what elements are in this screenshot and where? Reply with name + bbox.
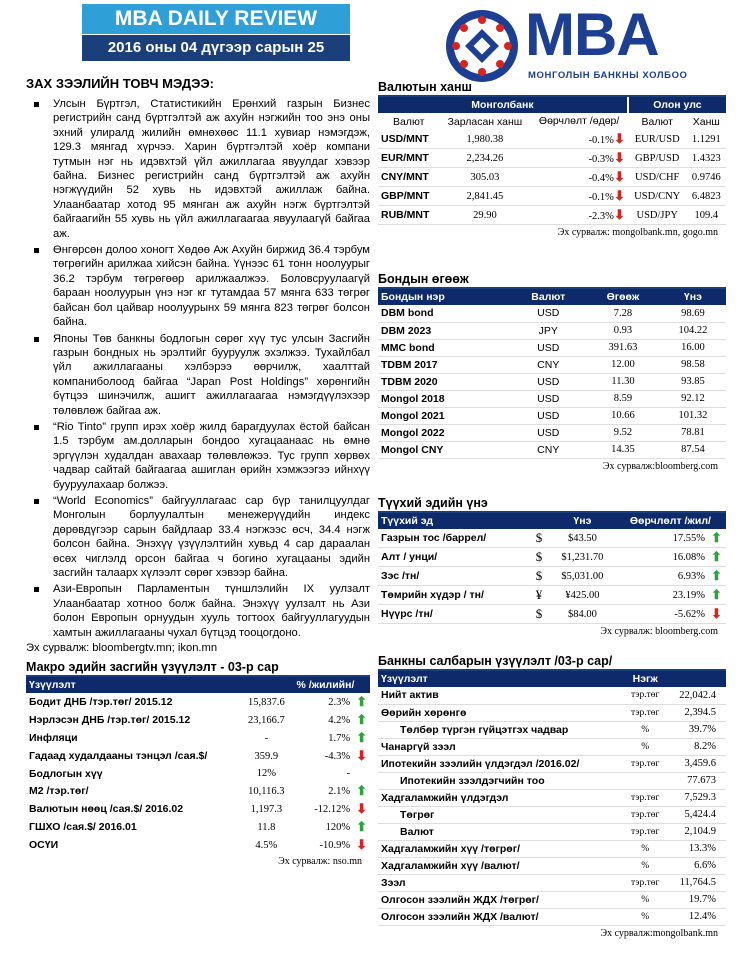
macro-percent: -4.3%	[324, 750, 351, 762]
commodity-title: Түүхий эдийн үнэ	[378, 496, 726, 513]
bank-unit	[625, 772, 666, 789]
macro-row	[26, 800, 370, 818]
bond-row	[378, 407, 726, 424]
macro-col-indicator: Үзүүлэлт	[26, 677, 293, 693]
macro-label: Инфляци	[29, 732, 78, 745]
bank-row	[378, 806, 726, 823]
fx-currency: RUB/MNT	[378, 206, 439, 225]
fx-currency: CNY/MNT	[378, 168, 439, 187]
macro-source: Эх сурвалж: nso.mn	[278, 856, 362, 868]
fx-rate: 2,841.45	[439, 187, 530, 206]
fx-currency: EUR/MNT	[378, 149, 439, 168]
commodity-change: 16.08%	[615, 548, 708, 567]
bank-label: Төгрөг	[378, 806, 625, 823]
bond-name: DBM 2023	[378, 322, 510, 339]
commodity-name: Газрын тос /баррел/	[378, 529, 528, 548]
bond-table	[378, 289, 726, 459]
commodity-row	[378, 529, 726, 548]
bond-price: 104.22	[660, 322, 726, 339]
logo-subtitle: МОНГОЛЫН БАНКНЫ ХОЛБОО	[528, 70, 688, 81]
commodity-price: $43.50	[550, 529, 615, 548]
bond-h-price: Үнэ	[660, 289, 726, 305]
bond-yield: 9.52	[586, 424, 660, 441]
fx-row	[378, 206, 726, 225]
fx-rate: 305.03	[439, 168, 530, 187]
macro-value: 4.5%	[255, 839, 278, 851]
bank-label: Зээл	[378, 874, 625, 891]
bond-price: 78.81	[660, 424, 726, 441]
bond-h-currency: Валют	[510, 289, 586, 305]
fx-h-currency: Валют	[392, 115, 425, 128]
arrow-up-icon: ⬆	[356, 730, 367, 746]
bank-label: Хадгаламжийн хүү /төгрөг/	[378, 840, 625, 857]
bond-currency: USD	[510, 407, 586, 424]
arrow-down-icon: ⬇	[356, 748, 367, 764]
news-item: “World Economics” байгууллагаас сар бүр танилцуулдаг Монголын борлуулалтын менежерүүдийн индекс дөрөвдүгээр сарын байдлаар 33.4 нэгжээс өсч, 34.4 нэгж болсон байна. Энэхүү үзүүлэлтийн хувьд 4 сар дараалан өсөх чиглэлд орсон байгаа ч богино хугацааны эдийн засгийн талаарх хүлээлт сөрөг хэвээр байна.	[26, 494, 370, 580]
news-item: “Rio Tinto” групп ирэх хоёр жилд барагдуулах ёстой байсан 1.5 тэрбум ам.долларын бондоо хугацаанаас нь өмнө эргүүлэн худалдан авахаар төлөвлөжээ. Тус групп хөрвөх чадвар сайтай байгаагаа ашиглан өрийн хэмжээгээ ийнхүү бууруулахаар болжээ.	[26, 420, 370, 492]
bank-unit: тэр.төг	[625, 755, 666, 772]
mba-logo	[442, 1, 732, 86]
bond-row	[378, 356, 726, 373]
bond-name: Mongol 2018	[378, 390, 510, 407]
bond-price: 92.12	[660, 390, 726, 407]
bank-value: 77.673	[666, 772, 726, 789]
bank-value: 3,459.6	[666, 755, 726, 772]
bond-yield: 391.63	[586, 339, 660, 356]
fx-h-rate: Зарласан ханш	[447, 115, 523, 128]
bond-currency: CNY	[510, 441, 586, 458]
commodity-name: Зэс /тн/	[378, 567, 528, 586]
fx-rate: 29.90	[439, 206, 530, 225]
macro-value: 12%	[256, 768, 276, 780]
macro-section	[26, 660, 370, 867]
fx-rate: 1,980.38	[439, 130, 530, 149]
commodity-row	[378, 586, 726, 605]
bank-label: Ипотекийн зээлдэгчийн тоо	[378, 772, 625, 789]
bank-unit: %	[625, 908, 666, 925]
macro-label: Бодлогын хүү	[29, 767, 103, 780]
arrow-up-icon: ⬆	[356, 819, 367, 835]
bond-row	[378, 339, 726, 356]
commodity-change: 17.55%	[615, 529, 708, 548]
fx-h-currency2: Валют	[641, 115, 673, 128]
bank-value: 19.7%	[666, 891, 726, 908]
arrow-down-icon: ⬇	[613, 207, 625, 222]
arrow-down-icon: ⬇	[356, 837, 367, 853]
commodity-row	[378, 567, 726, 586]
bank-unit: тэр.төг	[625, 789, 666, 806]
bank-row	[378, 823, 726, 840]
bond-name: Mongol 2022	[378, 424, 510, 441]
bank-value: 7,529.3	[666, 789, 726, 806]
arrow-up-icon: ⬆	[711, 568, 722, 583]
bond-yield: 10.66	[586, 407, 660, 424]
bond-yield: 11.30	[586, 373, 660, 390]
macro-percent: 4.2%	[328, 714, 351, 726]
bond-price: 101.32	[660, 407, 726, 424]
bond-name: MMC bond	[378, 339, 510, 356]
bank-label: Валют	[378, 823, 625, 840]
bank-value: 5,424.4	[666, 806, 726, 823]
bond-section	[378, 272, 726, 472]
fx-row	[378, 168, 726, 187]
bank-unit: тэр.төг	[625, 806, 666, 823]
bond-yield: 14.35	[586, 441, 660, 458]
commodity-row	[378, 548, 726, 567]
bank-unit: тэр.төг	[625, 704, 666, 721]
report-title: MBA DAILY REVIEW	[82, 4, 350, 34]
bank-row	[378, 755, 726, 772]
arrow-up-icon: ⬆	[711, 549, 722, 564]
bond-name: Mongol 2021	[378, 407, 510, 424]
fx-change: -2.3%	[588, 211, 614, 222]
bank-label: Хадгаламжийн үлдэгдэл	[378, 789, 625, 806]
bond-yield: 8.59	[586, 390, 660, 407]
bank-label: Төлбөр түргэн гүйцэтгэх чадвар	[378, 721, 625, 738]
commodity-change: 6.93%	[615, 567, 708, 586]
bank-row	[378, 721, 726, 738]
fx-rate2: 1.1291	[687, 130, 726, 149]
arrow-up-icon: ⬆	[711, 587, 722, 602]
bond-price: 16.00	[660, 339, 726, 356]
bank-row	[378, 738, 726, 755]
currency-symbol-icon: ¥	[528, 586, 550, 605]
bond-price: 87.54	[660, 441, 726, 458]
arrow-down-icon: ⬇	[711, 606, 722, 621]
bond-price: 93.85	[660, 373, 726, 390]
fx-rate2: 1.4323	[687, 149, 726, 168]
bank-label: Олгосон зээлийн ЖДХ /валют/	[378, 908, 625, 925]
bank-row	[378, 687, 726, 704]
macro-row	[26, 765, 370, 782]
bank-label: Хадгаламжийн хүү /валют/	[378, 857, 625, 874]
bank-unit: тэр.төг	[625, 687, 666, 704]
report-header	[82, 4, 350, 61]
macro-row	[26, 782, 370, 800]
bond-row	[378, 305, 726, 322]
bank-value: 6.6%	[666, 857, 726, 874]
bond-row	[378, 373, 726, 390]
bank-unit: тэр.төг	[625, 874, 666, 891]
bank-value: 12.4%	[666, 908, 726, 925]
bond-currency: USD	[510, 305, 586, 322]
bond-currency: JPY	[510, 322, 586, 339]
bond-currency: USD	[510, 373, 586, 390]
news-item: Улсын Бүртгэл, Статистикийн Ерөнхий газрын Бизнес регистрийн санд бүртгэлтэй аж ахуйн нэгжийн тоо энэ оны эхний улиралд жилийн өмнөхөөс 11.1 хувиар нэмэгдэж, 129.3 мянгад хүрчээ. Харин бүртгэлтэй хоёр компани тутмын нэг нь идэвхтэй үйл ажиллагаа явуулдаг хэвээр байна. Бизнес регистрийн санд бүртгэлтэй аж ахуйн нэгжүүдийн 52 хувь нь идэвхтэй ажиллаж байна. Улаанбаатар хотод 95 мянган аж ахуйн нэгж бүртгэлтэй байгаагийн 55 хувь нь үйл ажиллагаагаа явуулаагүй байгаа аж.	[26, 97, 370, 241]
news-section	[26, 76, 370, 867]
news-title: ЗАХ ЗЭЭЛИЙН ТОВЧ МЭДЭЭ:	[26, 76, 214, 91]
bond-name: TDBM 2017	[378, 356, 510, 373]
fx-row	[378, 187, 726, 206]
macro-percent: 120%	[325, 821, 351, 833]
commodity-table	[378, 513, 726, 624]
fx-h-change: Өөрчлөлт /өдөр/	[538, 115, 620, 127]
bond-price: 98.58	[660, 356, 726, 373]
news-item: Өнгөрсөн долоо хоногт Хөдөө Аж Ахуйн биржид 36.4 тэрбум төгрөгийн арилжаа хийсэн байна. Үүнээс 61 тонн ноолуурыг 36.2 тэрбум төгрөгөөр арилжаалжээ. Боловсруулаагүй бараан ноолуурын үнэ нэг кг тутамдаа 57 мянга 633 төгрөг байсан бол цайвар ноолуурынх 59 мянга 823 төгрөг болсон байна.	[26, 243, 370, 329]
bond-currency: CNY	[510, 356, 586, 373]
commodity-change: 23.19%	[615, 586, 708, 605]
commodity-h-price: Үнэ	[550, 513, 615, 529]
fx-group-intl: Олон улс	[628, 97, 726, 113]
bank-h-indicator: Үзүүлэлт	[378, 671, 625, 687]
macro-value: 23,166.7	[247, 714, 285, 726]
bank-h-unit: Нэгж	[625, 671, 666, 687]
bond-currency: USD	[510, 424, 586, 441]
fx-section	[378, 80, 726, 238]
bank-title: Банкны салбарын үзүүлэлт /03-р сар/	[378, 654, 726, 671]
fx-currency2: USD/JPY	[628, 206, 687, 225]
bond-yield: 7.28	[586, 305, 660, 322]
bank-row	[378, 704, 726, 721]
commodity-h-change: Өөрчлөлт /жил/	[615, 513, 726, 529]
arrow-down-icon: ⬇	[613, 169, 625, 184]
logo-emblem-icon	[442, 6, 522, 86]
bond-row	[378, 390, 726, 407]
bond-row	[378, 424, 726, 441]
macro-value: 10,116.3	[248, 785, 285, 797]
macro-percent: 2.3%	[328, 696, 351, 708]
bond-source: Эх сурвалж:bloomberg.com	[602, 460, 718, 472]
bank-unit: тэр.төг	[625, 823, 666, 840]
fx-currency2: USD/CNY	[628, 187, 687, 206]
fx-row	[378, 149, 726, 168]
bank-row	[378, 891, 726, 908]
arrow-down-icon: ⬇	[356, 801, 367, 817]
bank-value: 22,042.4	[666, 687, 726, 704]
macro-row	[26, 711, 370, 729]
bond-yield: 12.00	[586, 356, 660, 373]
currency-symbol-icon: $	[528, 529, 550, 548]
bond-price: 98.69	[660, 305, 726, 322]
bank-label: Өөрийн хөрөнгө	[378, 704, 625, 721]
bank-unit: %	[625, 721, 666, 738]
bank-unit: %	[625, 857, 666, 874]
commodity-price: ¥425.00	[550, 586, 615, 605]
macro-label: Нэрлэсэн ДНБ /тэр.төг/ 2015.12	[29, 714, 191, 727]
arrow-down-icon: ⬇	[613, 131, 625, 146]
logo-text: MBA	[525, 1, 659, 68]
commodity-price: $1,231.70	[550, 548, 615, 567]
fx-change: -0.4%	[588, 173, 614, 184]
currency-symbol-icon: $	[528, 567, 550, 586]
commodity-h-name: Түүхий эд	[378, 513, 528, 529]
news-list	[26, 97, 370, 640]
bank-table	[378, 671, 726, 926]
bank-section	[378, 654, 726, 939]
news-item: Японы Төв банкны бодлогын сөрөг хүү тус улсын Засгийн газрын бондных нь эрэлтийг бууруулж эхэлжээ. Тухайлбал үйл ажиллагааны хэлбэрээ өөрчилж, хаалттай компаниболоод байгаа “Japan Post Holdings” хөрөнгийн бүтцээ шинэчилж, ашигт ажиллагаагаа нэмэгдүүлэхээр төлөвлөж байгаа аж.	[26, 332, 370, 418]
macro-title: Макро эдийн засгийн үзүүлэлт - 03-р сар	[26, 660, 370, 677]
macro-value: -	[264, 732, 269, 744]
macro-label: Гадаад худалдааны тэнцэл /сая.$/	[29, 750, 208, 763]
bank-label: Чанаргүй зээл	[378, 738, 625, 755]
macro-row	[26, 693, 370, 711]
commodity-name: Алт / унци/	[378, 548, 528, 567]
bank-value: 13.3%	[666, 840, 726, 857]
macro-col-percent: % /жилийн/	[293, 677, 370, 693]
bond-title: Бондын өгөөж	[378, 272, 726, 289]
bank-label: Ипотекийн зээлийн үлдэгдэл /2016.02/	[378, 755, 625, 772]
macro-label: М2 /тэр.төг/	[29, 785, 89, 798]
bank-value: 8.2%	[666, 738, 726, 755]
fx-rate2: 109.4	[687, 206, 726, 225]
macro-label: Бодит ДНБ /тэр.төг/ 2015.12	[29, 696, 173, 709]
macro-label: ОСҮИ	[29, 839, 59, 852]
bank-source: Эх сурвалж:mongolbank.mn	[600, 927, 718, 939]
fx-rate2: 0.9746	[687, 168, 726, 187]
bank-value: 11,764.5	[666, 874, 726, 891]
macro-row	[26, 747, 370, 765]
fx-currency: GBP/MNT	[378, 187, 439, 206]
fx-row	[378, 130, 726, 149]
arrow-up-icon: ⬆	[711, 530, 722, 545]
fx-currency2: EUR/USD	[628, 130, 687, 149]
macro-value: 1,197.3	[250, 803, 283, 815]
fx-source: Эх сурвалж: mongolbank.mn, gogo.mn	[557, 227, 718, 238]
bond-name: TDBM 2020	[378, 373, 510, 390]
bank-row	[378, 789, 726, 806]
macro-value: 15,837.6	[247, 696, 285, 708]
fx-title: Валютын ханш	[378, 80, 726, 97]
bank-label: Нийт актив	[378, 687, 625, 704]
bond-currency: USD	[510, 390, 586, 407]
bank-label: Олгосон зээлийн ЖДХ /төгрөг/	[378, 891, 625, 908]
commodity-name: Нүүрс /тн/	[378, 605, 528, 624]
fx-table	[378, 97, 726, 225]
commodity-name: Төмрийн хүдэр / тн/	[378, 586, 528, 605]
commodity-price: $5,031.00	[550, 567, 615, 586]
commodity-change: -5.62%	[615, 605, 708, 624]
news-source: Эх сурвалж: bloombergtv.mn; ikon.mn	[26, 642, 218, 655]
macro-row	[26, 836, 370, 854]
macro-row	[26, 818, 370, 836]
bond-name: DBM bond	[378, 305, 510, 322]
bank-row	[378, 857, 726, 874]
arrow-down-icon: ⬇	[613, 150, 625, 165]
commodity-source: Эх сурвалж: bloomberg.com	[600, 626, 718, 637]
commodity-row	[378, 605, 726, 624]
bond-name: Mongol CNY	[378, 441, 510, 458]
bank-unit: %	[625, 891, 666, 908]
macro-percent: -12.12%	[314, 803, 351, 815]
bond-h-name: Бондын нэр	[378, 289, 510, 305]
bond-yield: 0.93	[586, 322, 660, 339]
news-item: Ази-Европын Парламентын түншлэлийн IX уулзалт Улаанбаатар хотноо болж байна. Энэхүү уулзалт нь Ази болон Европын орнуудын хууль тогтоох байгууллагуудын хамтын ажиллагааны чухал бүтцэд тооцогдоно.	[26, 582, 370, 640]
macro-percent: 1.7%	[328, 732, 351, 744]
macro-percent: 2.1%	[328, 785, 351, 797]
fx-currency2: GBP/USD	[628, 149, 687, 168]
macro-percent: -	[346, 768, 351, 780]
commodity-section	[378, 496, 726, 637]
bank-value: 2,394.5	[666, 704, 726, 721]
currency-symbol-icon: $	[528, 605, 550, 624]
arrow-up-icon: ⬆	[356, 783, 367, 799]
macro-table	[26, 677, 370, 854]
fx-currency2: USD/CHF	[628, 168, 687, 187]
fx-group-mongolbank: Монголбанк	[378, 97, 628, 113]
bond-row	[378, 322, 726, 339]
bank-value: 2,104.9	[666, 823, 726, 840]
bank-row	[378, 908, 726, 925]
macro-label: Валютын нөөц /сая.$/ 2016.02	[29, 803, 184, 816]
fx-currency: USD/MNT	[378, 130, 439, 149]
bank-row	[378, 874, 726, 891]
fx-change: -0.1%	[588, 135, 614, 146]
bank-row	[378, 772, 726, 789]
fx-rate: 2,234.26	[439, 149, 530, 168]
fx-h-rate2: Ханш	[692, 115, 720, 128]
arrow-up-icon: ⬆	[356, 712, 367, 728]
arrow-up-icon: ⬆	[356, 694, 367, 710]
bond-row	[378, 441, 726, 458]
fx-change: -0.1%	[588, 192, 614, 203]
macro-value: 359.9	[254, 750, 279, 762]
fx-rate2: 6.4823	[687, 187, 726, 206]
macro-row	[26, 729, 370, 747]
macro-percent: -10.9%	[319, 839, 351, 851]
bank-unit: %	[625, 840, 666, 857]
fx-change: -0.3%	[588, 154, 614, 165]
arrow-down-icon: ⬇	[613, 188, 625, 203]
macro-label: ГШХО /сая.$/ 2016.01	[29, 821, 137, 834]
bank-unit: %	[625, 738, 666, 755]
bank-value: 39.7%	[666, 721, 726, 738]
bond-currency: USD	[510, 339, 586, 356]
bank-row	[378, 840, 726, 857]
currency-symbol-icon: $	[528, 548, 550, 567]
report-date: 2016 оны 04 дүгээр сарын 25	[82, 35, 350, 61]
macro-value: 11.8	[257, 821, 276, 833]
commodity-price: $84.00	[550, 605, 615, 624]
bond-h-yield: Өгөөж	[586, 289, 660, 305]
